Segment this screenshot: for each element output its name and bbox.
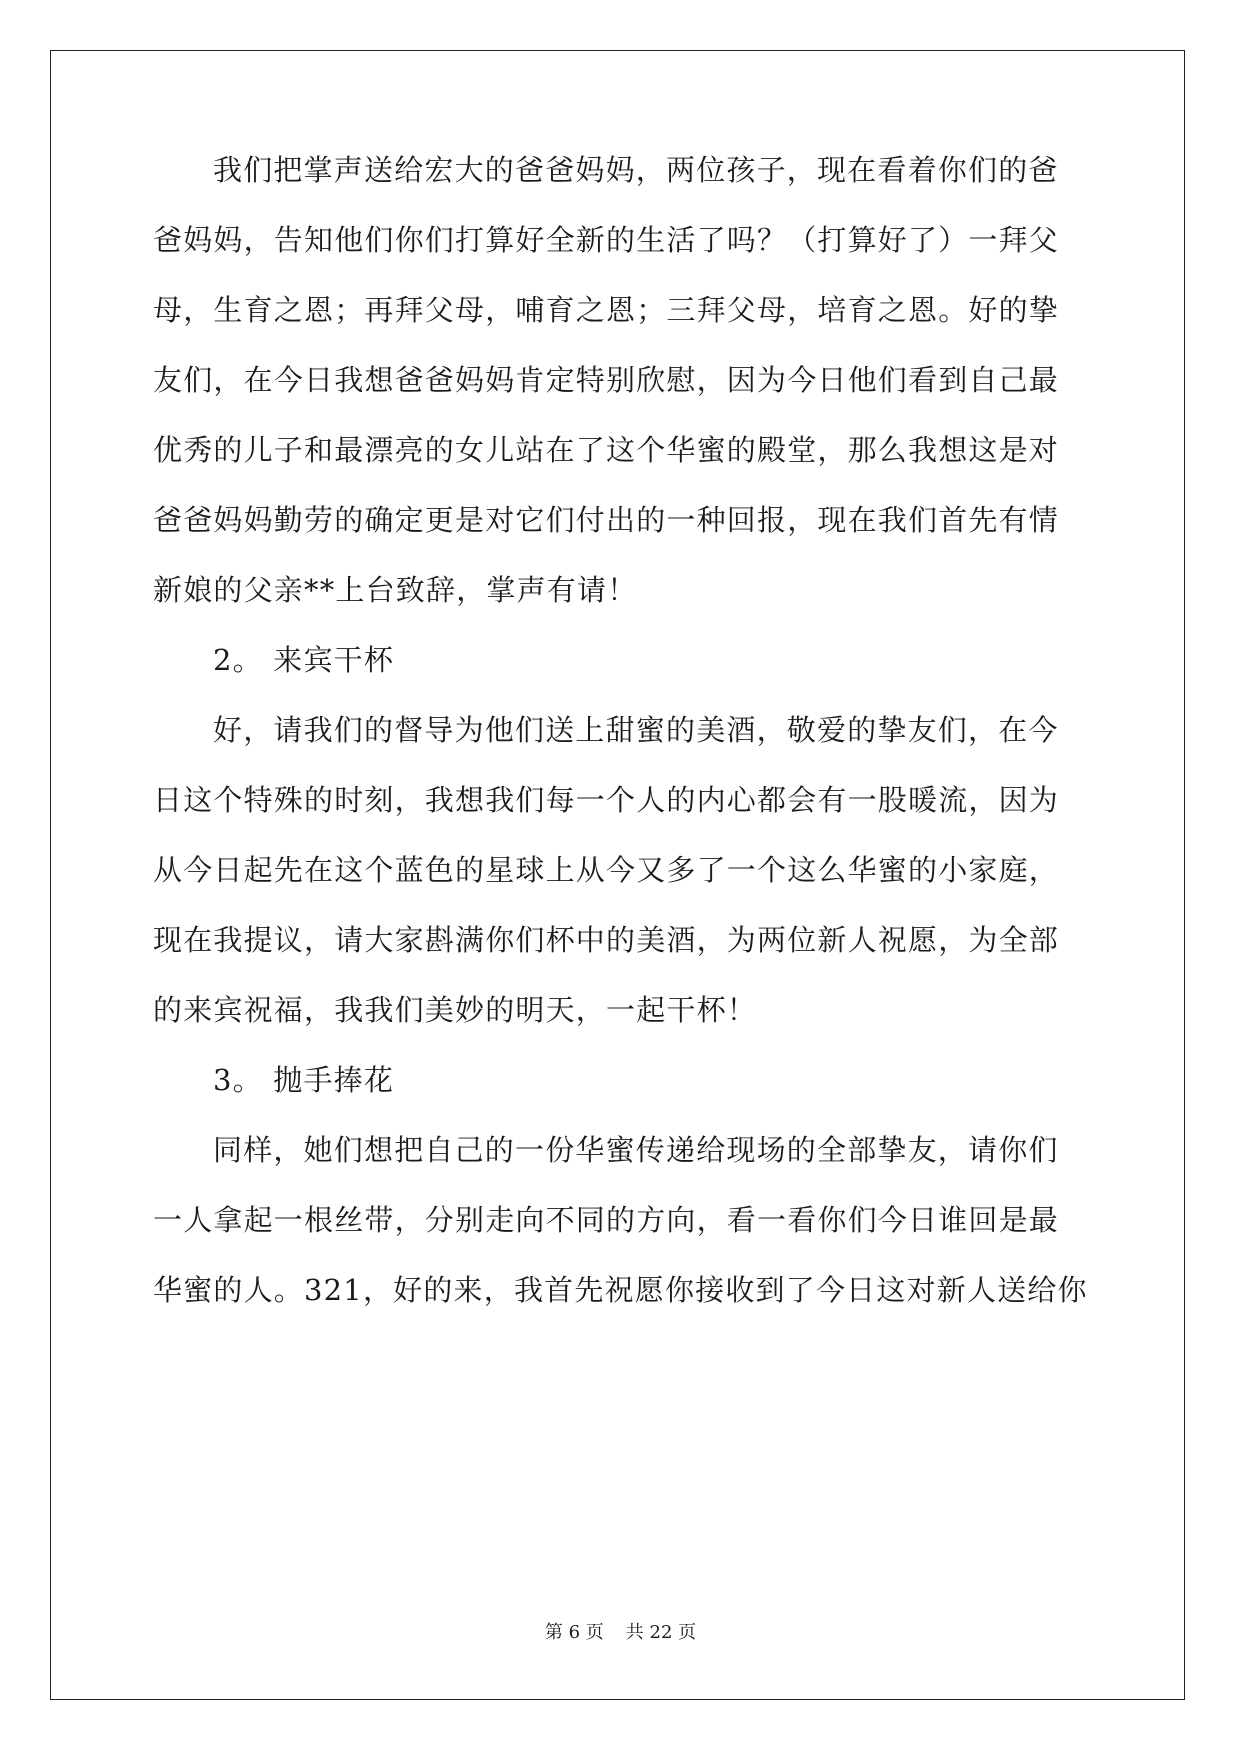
paragraph-line: 友们，在今日我想爸爸妈妈肯定特别欣慰，因为今日他们看到自己最 bbox=[153, 363, 1060, 397]
paragraph-line: 新娘的父亲**上台致辞，掌声有请！ bbox=[153, 573, 638, 607]
paragraph-line: 华蜜的人。321，好的来，我首先祝愿你接收到了今日这对新人送给你 bbox=[153, 1273, 1088, 1307]
paragraph-line: 爸爸妈妈勤劳的确定更是对它们付出的一种回报，现在我们首先有情 bbox=[153, 503, 1060, 537]
section-heading: 2。 来宾干杯 bbox=[213, 643, 395, 677]
paragraph-line: 一人拿起一根丝带，分别走向不同的方向，看一看你们今日谁回是最 bbox=[153, 1203, 1060, 1237]
paragraph-line: 优秀的儿子和最漂亮的女儿站在了这个华蜜的殿堂，那么我想这是对 bbox=[153, 433, 1060, 467]
paragraph-line: 同样，她们想把自己的一份华蜜传递给现场的全部挚友，请你们 bbox=[213, 1133, 1059, 1167]
section-heading: 3。 抛手捧花 bbox=[213, 1063, 395, 1097]
paragraph-line: 爸妈妈，告知他们你们打算好全新的生活了吗？（打算好了）一拜父 bbox=[153, 223, 1060, 257]
paragraph-line: 我们把掌声送给宏大的爸爸妈妈，两位孩子，现在看着你们的爸 bbox=[213, 153, 1059, 187]
paragraph-line: 从今日起先在这个蓝色的星球上从今又多了一个这么华蜜的小家庭， bbox=[153, 853, 1060, 887]
page-number: 第 6 页 bbox=[544, 1622, 604, 1643]
page-total: 共 22 页 bbox=[625, 1622, 697, 1643]
paragraph-line: 的来宾祝福，我我们美妙的明天，一起干杯！ bbox=[153, 993, 758, 1027]
paragraph-line: 现在我提议，请大家斟满你们杯中的美酒，为两位新人祝愿，为全部 bbox=[153, 923, 1060, 957]
paragraph-line: 好，请我们的督导为他们送上甜蜜的美酒，敬爱的挚友们，在今 bbox=[213, 713, 1059, 747]
page-footer bbox=[0, 1621, 1241, 1645]
paragraph-line: 母，生育之恩；再拜父母，哺育之恩；三拜父母，培育之恩。好的挚 bbox=[153, 293, 1060, 327]
paragraph-line: 日这个特殊的时刻，我想我们每一个人的内心都会有一股暖流，因为 bbox=[153, 783, 1060, 817]
